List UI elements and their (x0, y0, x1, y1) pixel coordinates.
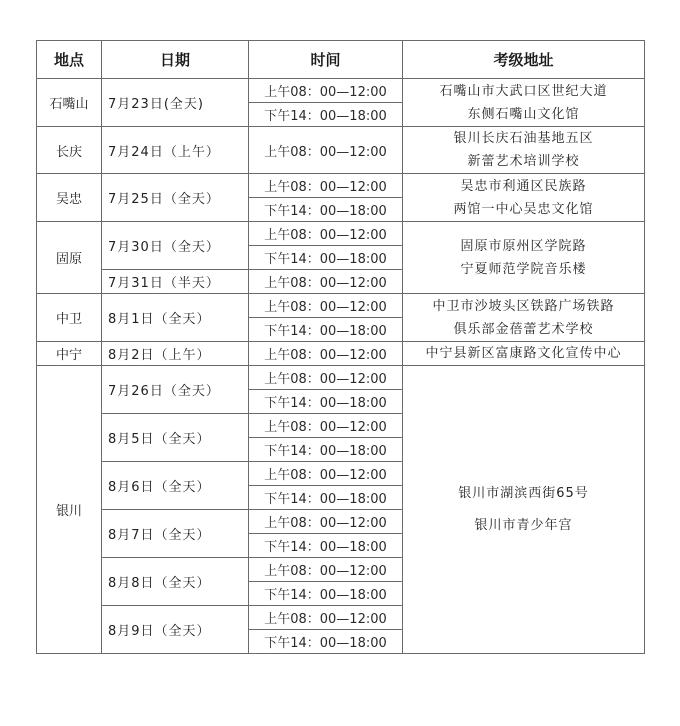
header-row (37, 41, 645, 79)
schedule-row (37, 294, 645, 318)
date-cell: 8月2日（上午） (102, 342, 249, 366)
date-cell: 8月1日（全天） (102, 294, 249, 342)
time-cell: 上午08：00—12:00 (249, 366, 403, 390)
schedule-row (37, 79, 645, 103)
time-cell: 上午08：00—12:00 (249, 558, 403, 582)
schedule-row (37, 342, 645, 366)
schedule-row (37, 174, 645, 198)
date-cell: 7月24日（上午） (102, 127, 249, 174)
time-cell: 上午08：00—12:00 (249, 174, 403, 198)
date-cell: 8月7日（全天） (102, 510, 249, 558)
exam-schedule-table (36, 40, 645, 654)
address-line: 中卫市沙坡头区铁路广场铁路 (432, 298, 615, 314)
time-cell: 上午08：00—12:00 (249, 342, 403, 366)
date-cell: 8月5日（全天） (102, 414, 249, 462)
date-cell: 7月26日（全天） (102, 366, 249, 414)
address-line: 两馆一中心吴忠文化馆 (453, 201, 594, 217)
time-cell: 上午08：00—12:00 (249, 294, 403, 318)
date-cell: 7月25日（全天） (102, 174, 249, 222)
time-cell: 下午14：00—18:00 (249, 390, 403, 414)
schedule-row (37, 366, 645, 390)
time-cell: 上午08：00—12:00 (249, 414, 403, 438)
schedule-body (37, 79, 645, 654)
time-cell: 上午08：00—12:00 (249, 79, 403, 103)
address-cell (403, 366, 645, 654)
date-cell: 7月31日（半天） (102, 270, 249, 294)
time-cell: 下午14：00—18:00 (249, 582, 403, 606)
time-cell: 上午08：00—12:00 (249, 270, 403, 294)
address-line: 中宁县新区富康路文化宣传中心 (425, 346, 622, 361)
time-cell: 下午14：00—18:00 (249, 630, 403, 654)
schedule-row (37, 127, 645, 174)
time-cell: 下午14：00—18:00 (249, 318, 403, 342)
schedule-row (37, 222, 645, 246)
address-line: 银川市湖滨西街65号 (458, 485, 589, 501)
address-line: 银川长庆石油基地五区 (453, 131, 594, 146)
location-cell: 中宁 (37, 342, 102, 366)
date-cell: 7月30日（全天） (102, 222, 249, 270)
address-line: 固原市原州区学院路 (460, 238, 587, 254)
time-cell: 上午08：00—12:00 (249, 606, 403, 630)
time-cell: 下午14：00—18:00 (249, 438, 403, 462)
time-cell: 下午14：00—18:00 (249, 246, 403, 270)
time-cell: 上午08：00—12:00 (249, 127, 403, 174)
time-cell: 上午08：00—12:00 (249, 222, 403, 246)
header-location: 地点 (37, 41, 102, 79)
location-cell: 石嘴山 (37, 79, 102, 127)
time-cell: 下午14：00—18:00 (249, 534, 403, 558)
date-cell: 8月8日（全天） (102, 558, 249, 606)
header-address: 考级地址 (403, 41, 645, 79)
date-cell: 7月23日(全天) (102, 79, 249, 127)
address-cell (403, 294, 645, 342)
address-line: 银川市青少年宫 (474, 517, 573, 533)
location-cell: 中卫 (37, 294, 102, 342)
time-cell: 下午14：00—18:00 (249, 198, 403, 222)
address-cell (403, 222, 645, 294)
address-line: 东侧石嘴山文化馆 (467, 106, 580, 122)
address-cell (403, 174, 645, 222)
location-cell: 长庆 (37, 127, 102, 174)
location-cell: 银川 (37, 366, 102, 654)
date-cell: 8月6日（全天） (102, 462, 249, 510)
location-cell: 吴忠 (37, 174, 102, 222)
address-line: 俱乐部金蓓蕾艺术学校 (453, 321, 594, 337)
time-cell: 下午14：00—18:00 (249, 486, 403, 510)
address-line: 宁夏师范学院音乐楼 (460, 261, 587, 277)
header-time: 时间 (249, 41, 403, 79)
time-cell: 上午08：00—12:00 (249, 462, 403, 486)
address-cell (403, 127, 645, 174)
header-date: 日期 (102, 41, 249, 79)
location-cell: 固原 (37, 222, 102, 294)
time-cell: 上午08：00—12:00 (249, 510, 403, 534)
address-line: 石嘴山市大武口区世纪大道 (439, 83, 608, 99)
address-line: 吴忠市利通区民族路 (460, 178, 587, 194)
address-cell (403, 342, 645, 366)
time-cell: 下午14：00—18:00 (249, 103, 403, 127)
address-line: 新蕾艺术培训学校 (467, 154, 580, 169)
date-cell: 8月9日（全天） (102, 606, 249, 654)
address-cell (403, 79, 645, 127)
